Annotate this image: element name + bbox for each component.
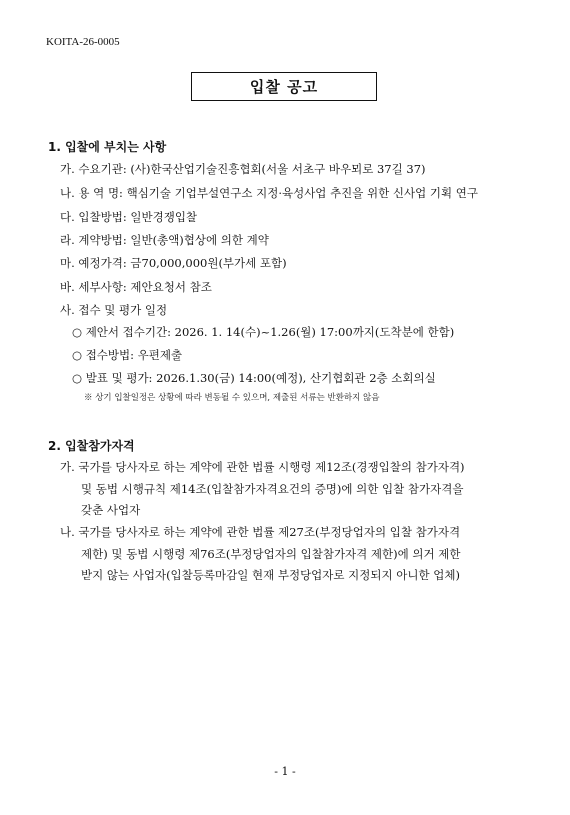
list-item-continuation: 받지 않는 사업자(입찰등록마감일 현재 부정당업자로 지정되지 아니한 업체) (81, 568, 460, 582)
list-marker: 가. (60, 460, 75, 474)
circle-bullet-icon: ○ (72, 371, 83, 385)
list-item-continuation: 갖춘 사업자 (81, 503, 141, 517)
schedule-note: ※ 상기 입찰일정은 상황에 따라 변동될 수 있으며, 제출된 서류는 반환하지 않음 (84, 393, 380, 403)
list-item-text: 용 역 명: 핵심기술 기업부설연구소 지정·육성사업 추진을 위한 신사업 기획 연구 (78, 186, 478, 200)
page-title: 입찰 공고 (191, 72, 377, 101)
list-item (60, 186, 478, 200)
list-marker: 나. (60, 525, 75, 539)
list-item-text: 접수 및 평가 일정 (78, 303, 168, 317)
list-item-continuation: 및 동법 시행규칙 제14조(입찰참가자격요건의 증명)에 의한 입찰 참가자격을 (81, 482, 464, 496)
section-2-title: 2. 입찰참가자격 (48, 439, 135, 453)
schedule-item-text: 접수방법: 우편제출 (85, 348, 183, 362)
list-item (60, 233, 269, 247)
document-id: KOITA-26-0005 (46, 36, 120, 48)
list-marker: 라. (60, 233, 75, 247)
list-item (60, 210, 197, 224)
schedule-item (72, 325, 454, 339)
list-item (60, 280, 212, 294)
list-item-text: 국가를 당사자로 하는 계약에 관한 법률 시행령 제12조(경쟁입찰의 참가자격) (78, 460, 465, 474)
list-item-text: 입찰방법: 일반경쟁입찰 (78, 210, 198, 224)
list-marker: 사. (60, 303, 75, 317)
schedule-item-text: 발표 및 평가: 2026.1.30(금) 14:00(예정), 산기협회관 2층 소회의실 (85, 371, 436, 385)
list-marker: 가. (60, 162, 75, 176)
list-item (60, 460, 465, 474)
list-item-text: 수요기관: (사)한국산업기술진흥협회(서울 서초구 바우뫼로 37길 37) (78, 162, 426, 176)
list-marker: 다. (60, 210, 75, 224)
page-number: - 1 - (274, 765, 296, 778)
list-item (60, 162, 426, 176)
list-marker: 바. (60, 280, 75, 294)
section-1-title: 1. 입찰에 부치는 사항 (48, 140, 167, 154)
list-item-text: 계약방법: 일반(총액)협상에 의한 계약 (78, 233, 269, 247)
list-marker: 나. (60, 186, 75, 200)
circle-bullet-icon: ○ (72, 348, 83, 362)
schedule-item-text: 제안서 접수기간: 2026. 1. 14(수)~1.26(월) 17:00까지(도착분에 한함) (85, 325, 455, 339)
list-item-text: 예정가격: 금70,000,000원(부가세 포함) (78, 256, 287, 270)
list-item-text: 세부사항: 제안요청서 참조 (78, 280, 212, 294)
list-marker: 마. (60, 256, 75, 270)
schedule-item (72, 371, 436, 385)
list-item-continuation: 제한) 및 동법 시행령 제76조(부정당업자의 입찰참가자격 제한)에 의거 제한 (81, 547, 461, 561)
circle-bullet-icon: ○ (72, 325, 83, 339)
list-item-text: 국가를 당사자로 하는 계약에 관한 법률 제27조(부정당업자의 입찰 참가자격 (78, 525, 461, 539)
list-item (60, 303, 167, 317)
list-item (60, 525, 460, 539)
schedule-item (72, 348, 182, 362)
list-item (60, 256, 287, 270)
